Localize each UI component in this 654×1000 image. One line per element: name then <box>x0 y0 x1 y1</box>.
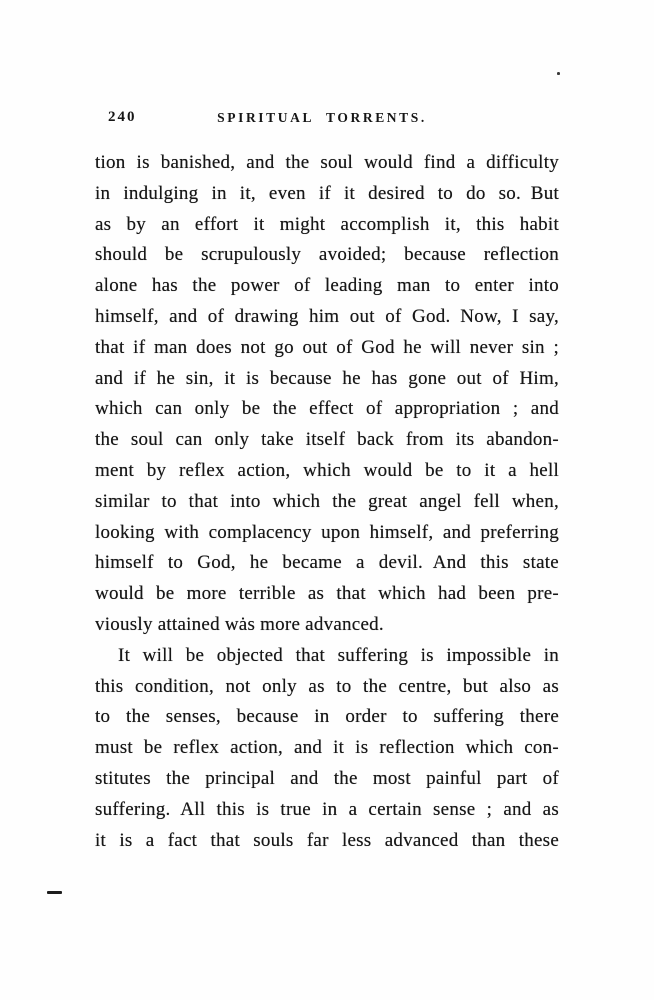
text-line: it is a fact that souls far less advanced than these <box>95 829 559 851</box>
text-line: viously attained wȧs more advanced. <box>95 613 384 635</box>
text-line: tion is banished, and the soul would find a difficulty <box>95 152 559 173</box>
text-line: It will be objected that suffering is impossible in <box>118 644 559 666</box>
text-line: should be scrupulously avoided; because reflection <box>95 244 559 266</box>
margin-dash-mark <box>47 891 62 894</box>
text-line: himself, and of drawing him out of God. Now, I say, <box>95 305 559 327</box>
text-line: as by an effort it might accomplish it, this habit <box>95 213 559 235</box>
text-line: would be more terrible as that which had been pre- <box>95 583 559 605</box>
text-line: looking with complacency upon himself, and preferring <box>95 521 559 543</box>
text-line: and if he sin, it is because he has gone out of Him, <box>95 367 559 389</box>
body-text-block <box>95 148 559 856</box>
text-line: ment by reflex action, which would be to it a hell <box>95 459 559 481</box>
text-line: stitutes the principal and the most painful part of <box>95 767 559 789</box>
running-head <box>95 109 559 131</box>
text-line: similar to that into which the great angel fell when, <box>95 490 559 512</box>
scan-speck <box>557 72 560 75</box>
text-line: must be reflex action, and it is reflection which con- <box>95 737 559 759</box>
text-line: suffering. All this is true in a certain sense ; and as <box>95 798 559 820</box>
running-title: SPIRITUAL TORRENTS. <box>217 110 427 125</box>
text-line: the soul can only take itself back from its abandon- <box>95 429 559 451</box>
text-line: alone has the power of leading man to enter into <box>95 275 559 297</box>
text-line: himself to God, he became a devil. And this state <box>95 552 559 574</box>
text-line: that if man does not go out of God he will never sin ; <box>95 336 559 358</box>
text-line: to the senses, because in order to suffering there <box>95 706 559 728</box>
page-number: 240 <box>108 109 137 125</box>
text-line: this condition, not only as to the centre, but also as <box>95 675 559 697</box>
text-line: in indulging in it, even if it desired to do so. But <box>95 182 559 204</box>
text-line: which can only be the effect of appropriation ; and <box>95 398 559 420</box>
